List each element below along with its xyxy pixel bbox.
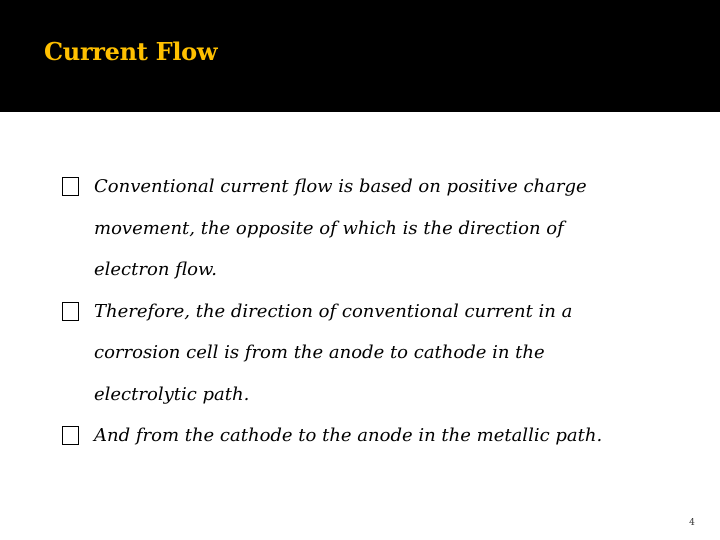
bullet-text: Therefore, the direction of conventional current in a corrosion cell is from the anode to cathode in the electrolytic path. (94, 300, 573, 405)
title-bar (0, 0, 720, 112)
bullet-text: Conventional current flow is based on positive charge movement, the opposite of which is the direction of electron flow. (94, 176, 587, 280)
bullet-item (62, 291, 692, 416)
square-bullet-icon (62, 177, 79, 196)
bullet-text: And from the cathode to the anode in the metallic path. (94, 425, 603, 446)
slide-title: Current Flow (44, 37, 218, 66)
bullet-item (62, 415, 692, 457)
square-bullet-icon (62, 426, 79, 445)
slide-body (62, 166, 692, 457)
bullet-item (62, 166, 692, 291)
page-number: 4 (689, 518, 695, 528)
square-bullet-icon (62, 302, 79, 321)
